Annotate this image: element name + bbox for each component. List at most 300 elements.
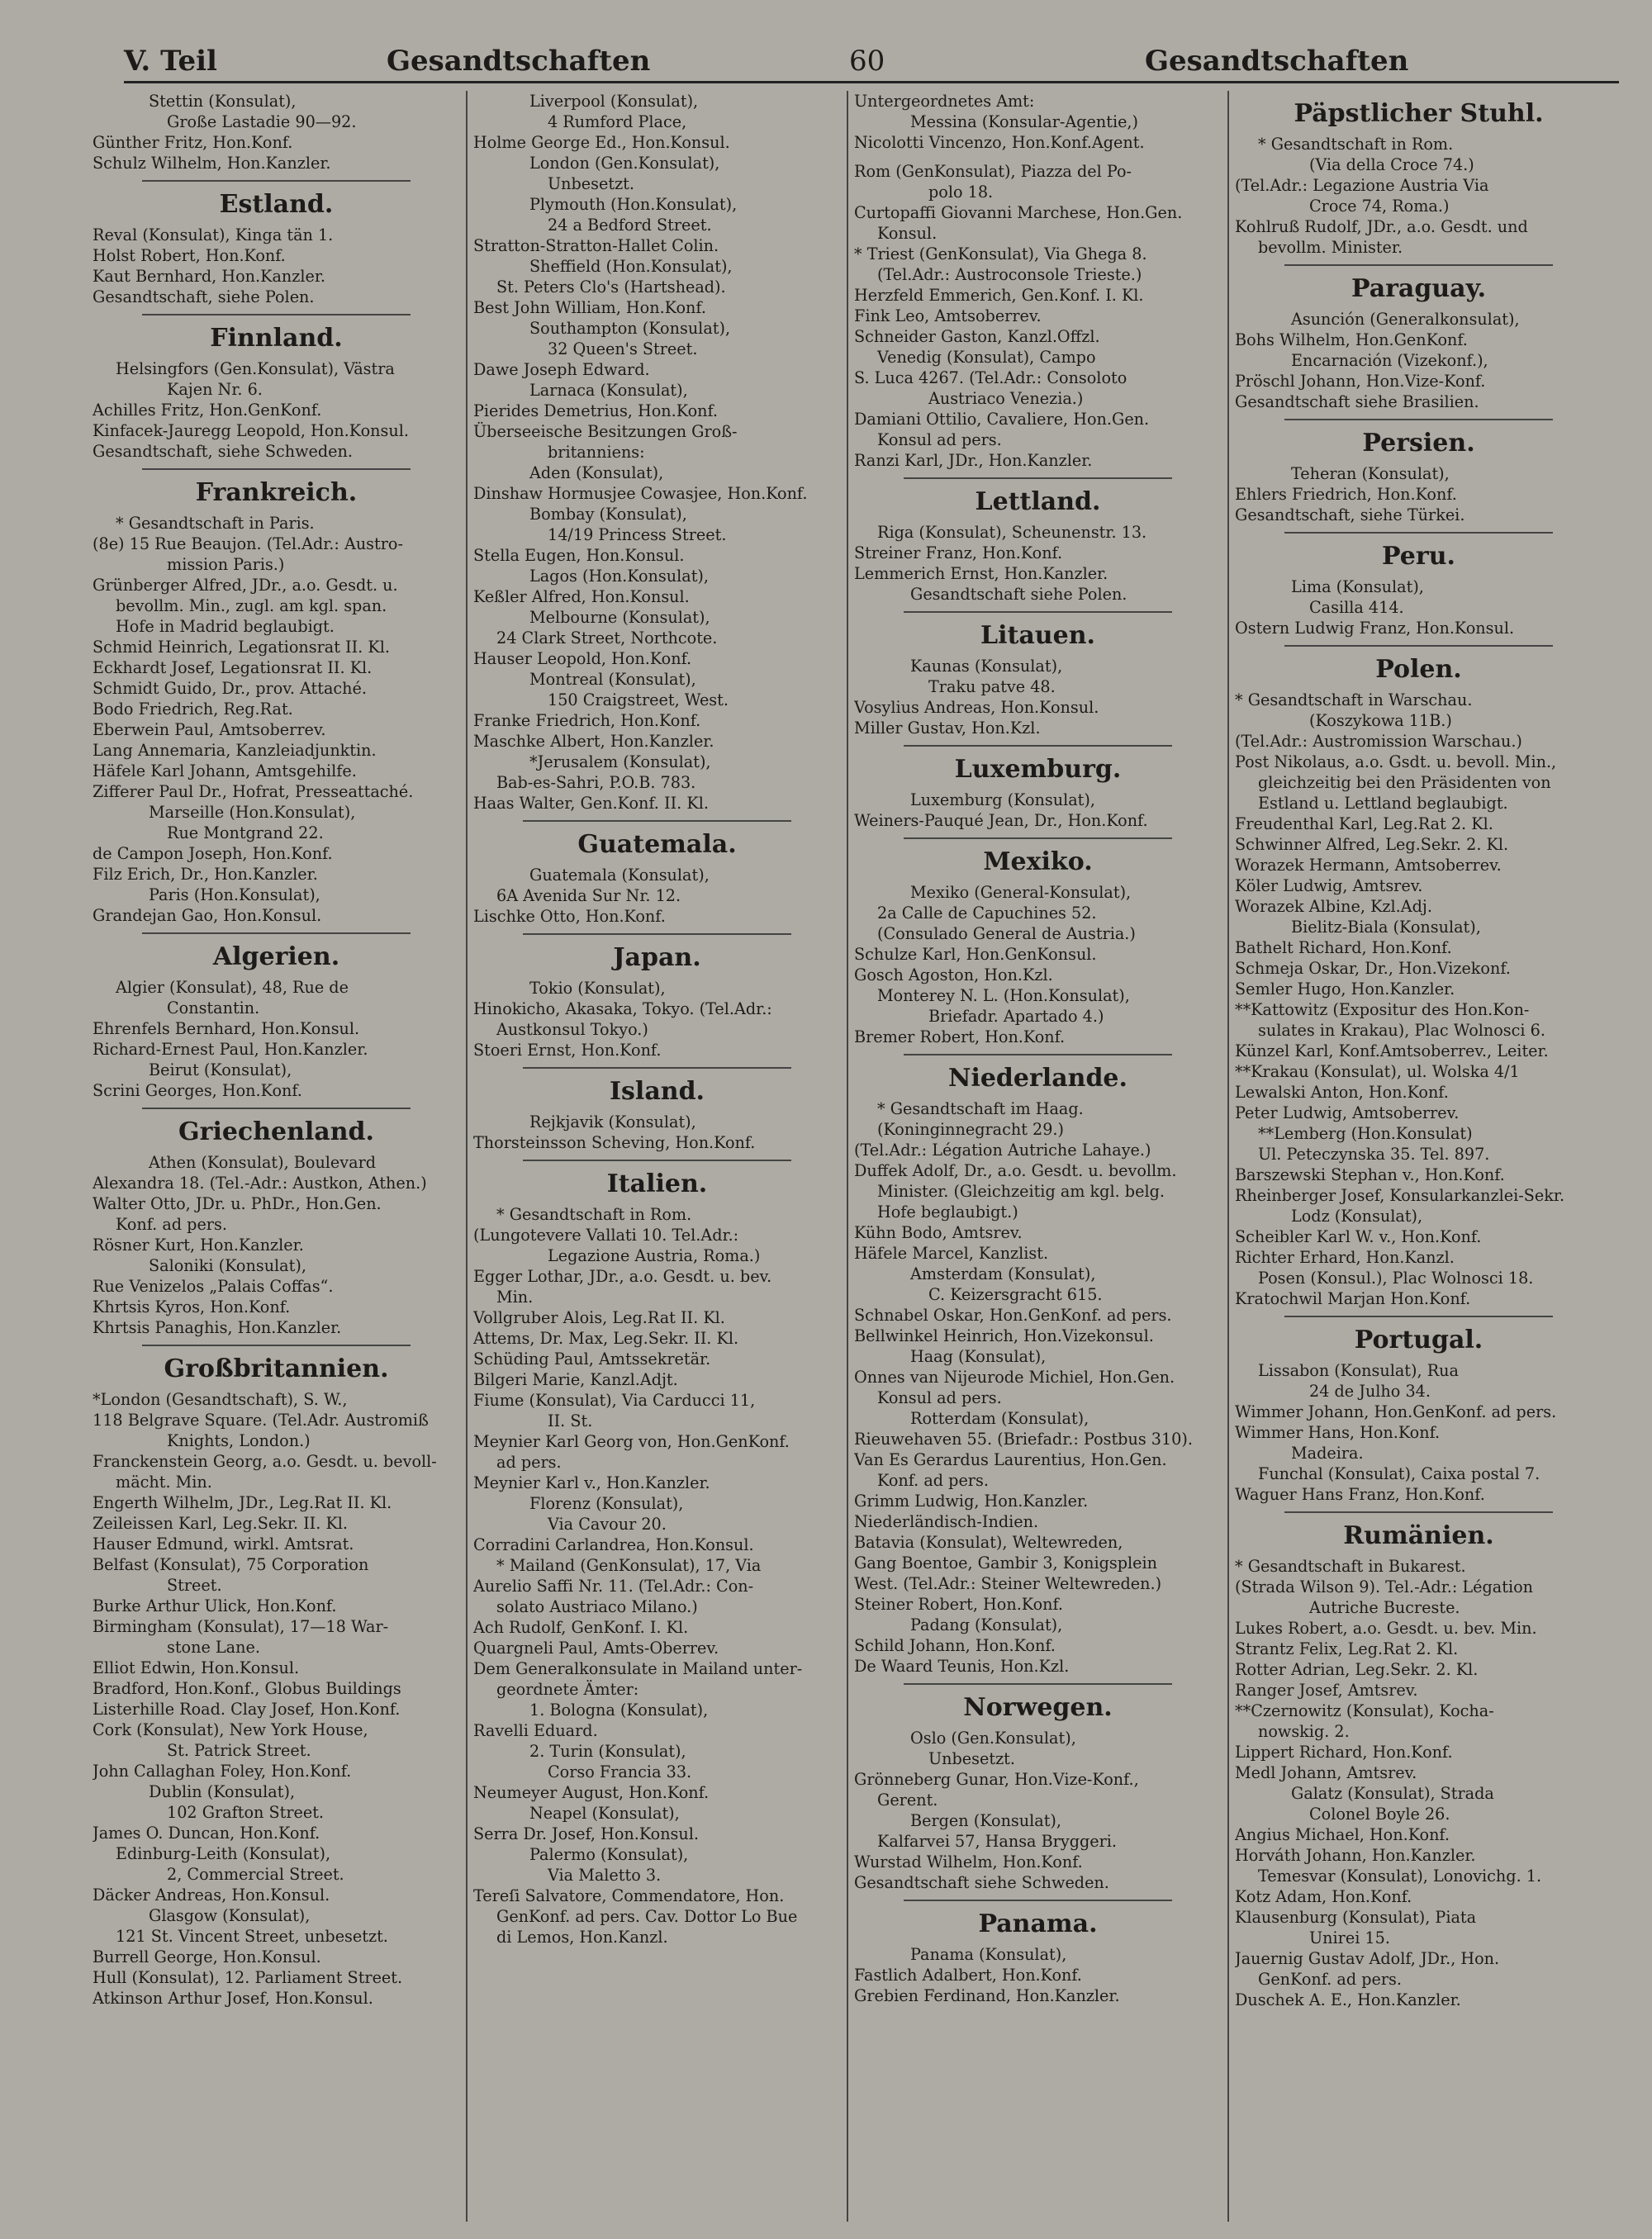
office-entry: Aden (Konsulat), [529, 463, 664, 482]
entry-line: Konf. ad pers. [877, 1471, 989, 1490]
entry-line: Bab-es-Sahri, P.O.B. 783. [496, 773, 696, 792]
entry-line: *London (Gesandtschaft), S. W., [93, 1390, 348, 1409]
entry-line: Hull (Konsulat), 12. Parliament Street. [93, 1968, 403, 1987]
entry-line: Gesandtschaft siehe Brasilien. [1235, 392, 1479, 411]
entry-line: (Tel.Adr.: Legazione Austria Via [1235, 176, 1489, 195]
country-heading: Niederlande. [948, 1064, 1127, 1093]
entry-line: (Via della Croce 74.) [1309, 155, 1474, 174]
entry-line: C. Keizersgracht 615. [928, 1285, 1103, 1304]
entry-line: Rieuwehaven 55. (Briefadr.: Postbus 310). [854, 1430, 1193, 1449]
running-title-left: Gesandtschaften [387, 45, 651, 78]
entry-line: Grünberger Alfred, JDr., a.o. Gesdt. u. [93, 576, 398, 595]
entry-line: Scrini Georges, Hon.Konf. [93, 1081, 302, 1100]
entry-line: Günther Fritz, Hon.Konf. [93, 133, 293, 152]
entry-line: Gang Boentoe, Gambir 3, Konigsplein [854, 1554, 1158, 1573]
entry-line: St. Patrick Street. [167, 1741, 311, 1760]
office-entry: Teheran (Konsulat), [1291, 464, 1450, 483]
country-heading: Luxemburg. [954, 755, 1122, 784]
entry-line: Horváth Johann, Hon.Kanzler. [1235, 1846, 1476, 1865]
office-entry: Lagos (Hon.Konsulat), [529, 567, 709, 586]
entry-line: Helsingfors (Gen.Konsulat), Västra [116, 359, 395, 378]
entry-line: Gerent. [877, 1791, 938, 1810]
entry-line: solato Austriaco Milano.) [496, 1597, 698, 1616]
entry-line: Kalfarvei 57, Hansa Bryggeri. [877, 1832, 1118, 1851]
entry-line: Ul. Peteczynska 35. Tel. 897. [1258, 1145, 1490, 1164]
entry-line: Eckhardt Josef, Legationsrat II. Kl. [93, 658, 373, 677]
entry-line: Wimmer Hans, Hon.Konf. [1235, 1423, 1441, 1442]
office-entry: Saloniki (Konsulat), [149, 1256, 306, 1275]
entry-line: Vosylius Andreas, Hon.Konsul. [854, 698, 1099, 717]
entry-line: Min. [496, 1288, 534, 1307]
entry-line: mission Paris.) [167, 555, 285, 574]
office-entry: Madeira. [1291, 1444, 1364, 1463]
entry-line: Unbesetzt. [928, 1749, 1015, 1768]
entry-line: Richter Erhard, Hon.Kanzl. [1235, 1248, 1455, 1267]
entry-line: Angius Michael, Hon.Konf. [1235, 1825, 1450, 1844]
entry-line: Kaut Bernhard, Hon.Kanzler. [93, 267, 326, 286]
entry-line: Wurstad Wilhelm, Hon.Konf. [854, 1852, 1083, 1871]
entry-line: Klausenburg (Konsulat), Piata [1235, 1908, 1477, 1927]
entry-line: Weiners-Pauqué Jean, Dr., Hon.Konf. [854, 811, 1148, 830]
entry-line: Waguer Hans Franz, Hon.Konf. [1235, 1485, 1485, 1504]
entry-line: Streiner Franz, Hon.Konf. [854, 543, 1063, 562]
entry-line: Dinshaw Hormusjee Cowasjee, Hon.Konf. [473, 484, 808, 503]
office-entry: Rejkjavik (Konsulat), [529, 1112, 696, 1131]
entry-line: Meynier Karl Georg von, Hon.GenKonf. [473, 1432, 790, 1451]
office-entry: Marseille (Hon.Konsulat), [149, 803, 356, 822]
country-heading: Paraguay. [1351, 274, 1487, 303]
entry-line: Grandejan Gao, Hon.Konsul. [93, 906, 322, 925]
office-entry: Gesandtschaft siehe Polen. [910, 585, 1127, 604]
office-entry: Southampton (Konsulat), [529, 319, 731, 338]
entry-line: Bradford, Hon.Konf., Globus Buildings [93, 1679, 401, 1698]
entry-line: Holme George Ed., Hon.Konsul. [473, 133, 730, 152]
entry-line: * Gesandtschaft in Warschau. [1235, 690, 1473, 709]
column-rule [847, 91, 848, 2222]
entry-line: Pröschl Johann, Hon.Vize-Konf. [1235, 372, 1486, 391]
running-title-right: Gesandtschaften [1145, 45, 1409, 78]
entry-line: Herzfeld Emmerich, Gen.Konf. I. Kl. [854, 286, 1144, 305]
text-column-3 [854, 91, 1222, 2222]
entry-line: Austriaco Venezia.) [928, 389, 1084, 408]
entry-line: Constantin. [167, 999, 260, 1018]
entry-line: Konf. ad pers. [116, 1215, 227, 1234]
entry-line: Schmidt Guido, Dr., prov. Attaché. [93, 679, 367, 698]
entry-line: Köler Ludwig, Amtsrev. [1235, 876, 1423, 895]
entry-line: Schneider Gaston, Kanzl.Offzl. [854, 327, 1100, 346]
entry-line: Attems, Dr. Max, Leg.Sekr. II. Kl. [473, 1329, 739, 1348]
section-divider [1284, 264, 1553, 266]
entry-line: Batavia (Konsulat), Weltewreden, [854, 1533, 1123, 1552]
entry-line: Bremer Robert, Hon.Konf. [854, 1027, 1066, 1046]
column-rule [466, 91, 468, 2222]
entry-line: 118 Belgrave Square. (Tel.Adr. Austromiß [93, 1411, 429, 1430]
entry-line: Schüding Paul, Amtssekretär. [473, 1350, 711, 1369]
entry-line: Listerhille Road. Clay Josef, Hon.Konf. [93, 1700, 401, 1719]
entry-line: * Gesandtschaft in Rom. [1258, 135, 1454, 154]
entry-line: Achilles Fritz, Hon.GenKonf. [93, 401, 322, 420]
entry-line: Untergeordnetes Amt: [854, 92, 1035, 111]
entry-line: Konsul ad pers. [877, 1388, 1002, 1407]
entry-line: (Tel.Adr.: Austroconsole Trieste.) [877, 265, 1142, 284]
entry-line: **Krakau (Konsulat), ul. Wolska 4/1 [1235, 1062, 1520, 1081]
entry-line: Hofe in Madrid beglaubigt. [116, 617, 335, 636]
entry-line: Lischke Otto, Hon.Konf. [473, 907, 666, 926]
section-divider [904, 477, 1172, 479]
country-heading: Mexiko. [983, 847, 1093, 876]
country-heading: Lettland. [975, 487, 1101, 516]
entry-line: Wimmer Johann, Hon.GenKonf. ad pers. [1235, 1402, 1557, 1421]
entry-line: Khrtsis Kyros, Hon.Konf. [93, 1297, 291, 1316]
country-heading: Peru. [1382, 542, 1455, 571]
entry-line: Bathelt Richard, Hon.Konf. [1235, 938, 1452, 957]
office-entry: Bielitz-Biala (Konsulat), [1291, 918, 1481, 937]
entry-line: Dem Generalkonsulate in Mailand unter- [473, 1659, 803, 1678]
entry-line: Curtopaffi Giovanni Marchese, Hon.Gen. [854, 203, 1183, 222]
entry-line: Überseeische Besitzungen Groß- [473, 422, 738, 441]
entry-line: Minister. (Gleichzeitig am kgl. belg. [877, 1182, 1165, 1201]
office-entry: Neapel (Konsulat), [529, 1804, 680, 1823]
country-heading: Italien. [606, 1169, 708, 1198]
entry-line: Lang Annemaria, Kanzleiadjunktin. [93, 741, 377, 760]
entry-line: Miller Gustav, Hon.Kzl. [854, 719, 1041, 738]
section-divider [142, 1345, 411, 1346]
entry-line: Worazek Hermann, Amtsoberrev. [1235, 856, 1502, 875]
entry-line: Traku patve 48. [928, 677, 1056, 696]
entry-line: Gesandtschaft, siehe Polen. [93, 287, 315, 306]
section-divider [142, 468, 411, 470]
entry-line: Maschke Albert, Hon.Kanzler. [473, 732, 714, 751]
office-entry: Stettin (Konsulat), [149, 92, 297, 111]
entry-line: Estland u. Lettland beglaubigt. [1258, 794, 1508, 813]
entry-line: * Gesandtschaft im Haag. [877, 1099, 1084, 1118]
entry-line: Post Nikolaus, a.o. Gsdt. u. bevoll. Min., [1235, 752, 1557, 771]
office-entry: Kaunas (Konsulat), [910, 657, 1063, 676]
country-heading: Guatemala. [577, 830, 737, 859]
section-divider [904, 611, 1172, 613]
entry-line: Schulz Wilhelm, Hon.Kanzler. [93, 154, 331, 173]
page-number: 60 [849, 45, 885, 78]
part-label: V. Teil [124, 45, 217, 78]
country-heading: Algerien. [212, 942, 340, 971]
office-entry: Glasgow (Konsulat), [149, 1906, 311, 1925]
entry-line: Lemmerich Ernst, Hon.Kanzler. [854, 564, 1108, 583]
entry-line: Edinburg-Leith (Konsulat), [116, 1844, 331, 1863]
entry-line: Franke Friedrich, Hon.Konf. [473, 711, 701, 730]
country-heading: Litauen. [980, 621, 1095, 650]
entry-line: Worazek Albine, Kzl.Adj. [1235, 897, 1432, 916]
entry-line: 121 St. Vincent Street, unbesetzt. [116, 1927, 388, 1946]
entry-line: Walter Otto, JDr. u. PhDr., Hon.Gen. [93, 1194, 382, 1213]
entry-line: Ravelli Eduard. [473, 1721, 598, 1740]
entry-line: Neumeyer August, Hon.Konf. [473, 1783, 710, 1802]
entry-line: Gesandtschaft, siehe Schweden. [93, 442, 353, 461]
section-divider [1284, 419, 1553, 420]
entry-line: Rue Venizelos „Palais Coffas“. [93, 1277, 334, 1296]
section-divider [1284, 532, 1553, 534]
entry-line: Filz Erich, Dr., Hon.Kanzler. [93, 865, 318, 884]
office-entry: Tokio (Konsulat), [529, 979, 666, 998]
entry-line: (Koszykowa 11B.) [1309, 711, 1452, 730]
entry-line: Lewalski Anton, Hon.Konf. [1235, 1083, 1449, 1102]
office-entry: Beirut (Konsulat), [149, 1060, 292, 1079]
entry-line: Scheibler Karl W. v., Hon.Konf. [1235, 1227, 1482, 1246]
section-divider [523, 1067, 791, 1069]
office-entry: Encarnación (Vizekonf.), [1291, 351, 1488, 370]
section-divider [904, 837, 1172, 839]
entry-line: Onnes van Nijeurode Michiel, Hon.Gen. [854, 1368, 1175, 1387]
entry-line: Riga (Konsulat), Scheunenstr. 13. [877, 523, 1147, 542]
entry-line: 6A Avenida Sur Nr. 12. [496, 886, 681, 905]
entry-line: 102 Grafton Street. [167, 1803, 325, 1822]
office-entry: Lodz (Konsulat), [1291, 1207, 1423, 1226]
entry-line: Colonel Boyle 26. [1309, 1805, 1450, 1824]
entry-line: Fink Leo, Amtsoberrev. [854, 306, 1042, 325]
entry-line: (Lungotevere Vallati 10. Tel.Adr.: [473, 1226, 739, 1245]
office-entry: Guatemala (Konsulat), [529, 866, 710, 885]
country-heading: Finnland. [210, 324, 343, 353]
entry-line: Rösner Kurt, Hon.Kanzler. [93, 1236, 304, 1255]
entry-line: 24 de Julho 34. [1309, 1382, 1431, 1401]
entry-line: Autriche Bucreste. [1309, 1598, 1460, 1617]
entry-line: de Campon Joseph, Hon.Konf. [93, 844, 333, 863]
entry-line: Häfele Marcel, Kanzlist. [854, 1244, 1049, 1263]
entry-line: Algier (Konsulat), 48, Rue de [116, 978, 349, 997]
entry-line: Casilla 414. [1309, 598, 1404, 617]
entry-line: Unbesetzt. [548, 174, 634, 193]
entry-line: (Strada Wilson 9). Tel.-Adr.: Légation [1235, 1577, 1533, 1596]
section-divider [523, 1160, 791, 1161]
entry-line: De Waard Teunis, Hon.Kzl. [854, 1657, 1070, 1676]
office-entry: London (Gen.Konsulat), [529, 154, 720, 173]
entry-line: 32 Queen's Street. [548, 339, 698, 358]
entry-line: Lippert Richard, Hon.Konf. [1235, 1743, 1453, 1762]
entry-line: * Mailand (GenKonsulat), 17, Via [496, 1556, 762, 1575]
entry-line: St. Peters Clo's (Hartshead). [496, 278, 726, 296]
office-entry: Padang (Konsulat), [910, 1615, 1063, 1634]
entry-line: 24 a Bedford Street. [548, 216, 712, 235]
entry-line: * Gesandtschaft in Bukarest. [1235, 1557, 1466, 1576]
entry-line: Fastlich Adalbert, Hon.Konf. [854, 1966, 1082, 1985]
entry-line: Damiani Ottilio, Cavaliere, Hon.Gen. [854, 410, 1150, 429]
entry-line: * Triest (GenKonsulat), Via Ghega 8. [854, 244, 1147, 263]
entry-line: Freudenthal Karl, Leg.Rat 2. Kl. [1235, 814, 1493, 833]
section-divider [142, 180, 411, 182]
office-entry: Plymouth (Hon.Konsulat), [529, 195, 738, 214]
entry-line: Burke Arthur Ulick, Hon.Konf. [93, 1596, 337, 1615]
section-divider [142, 932, 411, 934]
entry-line: Schulze Karl, Hon.GenKonsul. [854, 945, 1097, 964]
entry-line: ad pers. [496, 1453, 562, 1472]
entry-line: Gesandtschaft, siehe Türkei. [1235, 505, 1465, 524]
entry-line: geordnete Ämter: [496, 1680, 639, 1699]
entry-line: Venedig (Konsulat), Campo [877, 348, 1096, 367]
office-entry: Florenz (Konsulat), [529, 1494, 684, 1513]
entry-line: John Callaghan Foley, Hon.Konf. [93, 1762, 352, 1781]
entry-line: **Czernowitz (Konsulat), Kocha- [1235, 1701, 1494, 1720]
entry-line: Alexandra 18. (Tel.-Adr.: Austkon, Athen.) [93, 1174, 427, 1193]
entry-line: Ranzi Karl, JDr., Hon.Kanzler. [854, 451, 1093, 470]
entry-line: Medl Johann, Amtsrev. [1235, 1763, 1417, 1782]
entry-line: * Gesandtschaft in Paris. [116, 514, 315, 533]
entry-line: Grimm Ludwig, Hon.Kanzler. [854, 1492, 1089, 1511]
entry-line: (Koninginnegracht 29.) [877, 1120, 1065, 1139]
entry-line: Hofe beglaubigt.) [877, 1203, 1018, 1221]
entry-line: britanniens: [548, 443, 645, 462]
entry-line: Thorsteinsson Scheving, Hon.Konf. [473, 1133, 756, 1152]
entry-line: Reval (Konsulat), Kinga tän 1. [93, 225, 334, 244]
section-divider [904, 1054, 1172, 1055]
entry-line: Ehrenfels Bernhard, Hon.Konsul. [93, 1019, 360, 1038]
entry-line: Gosch Agoston, Hon.Kzl. [854, 965, 1053, 984]
entry-line: Hauser Edmund, wirkl. Amtsrat. [93, 1535, 354, 1554]
entry-line: stone Lane. [167, 1638, 260, 1657]
section-divider [1284, 645, 1553, 647]
entry-line: James O. Duncan, Hon.Konf. [93, 1824, 320, 1843]
entry-line: Stella Eugen, Hon.Konsul. [473, 546, 685, 565]
entry-line: Zifferer Paul Dr., Hofrat, Presseattaché. [93, 782, 414, 801]
entry-line: Briefadr. Apartado 4.) [928, 1007, 1104, 1026]
entry-line: Rue Montgrand 22. [167, 823, 324, 842]
office-entry: Liverpool (Konsulat), [529, 92, 699, 111]
entry-line: Quargneli Paul, Amts-Oberrev. [473, 1639, 719, 1658]
country-heading: Panama. [978, 1909, 1098, 1938]
entry-line: Belfast (Konsulat), 75 Corporation [93, 1555, 369, 1574]
country-heading: Norwegen. [963, 1693, 1113, 1722]
entry-line: Temesvar (Konsulat), Lonovichg. 1. [1258, 1867, 1542, 1886]
entry-line: Kühn Bodo, Amtsrev. [854, 1223, 1023, 1242]
entry-line: Eberwein Paul, Amtsoberrev. [93, 720, 326, 739]
entry-line: GenKonf. ad pers. Cav. Dottor Lo Bue [496, 1907, 798, 1926]
entry-line: Kohlruß Rudolf, JDr., a.o. Gesdt. und [1235, 217, 1528, 236]
entry-line: Schild Johann, Hon.Konf. [854, 1636, 1056, 1655]
entry-line: Fiume (Konsulat), Via Carducci 11, [473, 1391, 756, 1410]
entry-line: bevollm. Minister. [1258, 238, 1403, 257]
office-entry: Haag (Konsulat), [910, 1347, 1047, 1366]
entry-line: di Lemos, Hon.Kanzl. [496, 1928, 668, 1947]
entry-line: Bohs Wilhelm, Hon.GenKonf. [1235, 330, 1468, 349]
country-heading: Päpstlicher Stuhl. [1294, 99, 1544, 128]
entry-line: Posen (Konsul.), Plac Wolnosci 18. [1258, 1269, 1534, 1288]
entry-line: Semler Hugo, Hon.Kanzler. [1235, 980, 1455, 999]
country-heading: Portugal. [1354, 1326, 1483, 1354]
entry-line: Große Lastadie 90—92. [167, 112, 357, 131]
entry-line: (Consulado General de Austria.) [877, 924, 1136, 943]
entry-line: Meynier Karl v., Hon.Kanzler. [473, 1473, 710, 1492]
country-heading: Großbritannien. [164, 1354, 389, 1383]
entry-line: GenKonf. ad pers. [1258, 1970, 1402, 1989]
entry-line: Ranger Josef, Amtsrev. [1235, 1681, 1418, 1700]
text-column-2 [473, 91, 841, 2222]
entry-line: Schmeja Oskar, Dr., Hon.Vizekonf. [1235, 959, 1511, 978]
entry-line: Strantz Felix, Leg.Rat 2. Kl. [1235, 1639, 1459, 1658]
entry-line: Lissabon (Konsulat), Rua [1258, 1361, 1459, 1380]
country-heading: Frankreich. [195, 478, 358, 507]
entry-line: Best John William, Hon.Konf. [473, 298, 706, 317]
entry-line: Grebien Ferdinand, Hon.Kanzler. [854, 1986, 1120, 2005]
country-heading: Island. [610, 1077, 705, 1106]
office-entry: Galatz (Konsulat), Strada [1291, 1784, 1494, 1803]
entry-line: Elliot Edwin, Hon.Konsul. [93, 1658, 300, 1677]
entry-line: Peter Ludwig, Amtsoberrev. [1235, 1103, 1460, 1122]
entry-line: mächt. Min. [116, 1473, 212, 1492]
office-entry: Athen (Konsulat), Boulevard [149, 1153, 377, 1172]
entry-line: Däcker Andreas, Hon.Konsul. [93, 1886, 330, 1905]
entry-line: Vollgruber Alois, Leg.Rat II. Kl. [473, 1308, 725, 1327]
section-divider [1284, 1316, 1553, 1317]
entry-line: Steiner Robert, Hon.Konf. [854, 1595, 1064, 1614]
entry-line: Street. [167, 1576, 222, 1595]
entry-line: II. St. [548, 1411, 593, 1430]
entry-line: Keßler Alfred, Hon.Konsul. [473, 587, 690, 606]
entry-line: Kratochwil Marjan Hon.Konf. [1235, 1289, 1471, 1308]
section-divider [142, 1108, 411, 1109]
office-entry: Asunción (Generalkonsulat), [1291, 310, 1520, 329]
entry-line: Konsul. [877, 224, 938, 243]
entry-line: Legazione Austria, Roma.) [548, 1246, 761, 1265]
entry-line: Khrtsis Panaghis, Hon.Kanzler. [93, 1318, 342, 1337]
entry-line: nowskig. 2. [1258, 1722, 1350, 1741]
entry-line: 14/19 Princess Street. [548, 525, 727, 544]
entry-line: Austkonsul Tokyo.) [496, 1020, 648, 1039]
office-entry: Lima (Konsulat), [1291, 577, 1424, 596]
entry-line: sulates in Krakau), Plac Wolnosci 6. [1258, 1021, 1545, 1040]
entry-line: Kajen Nr. 6. [167, 380, 263, 399]
entry-line: Kinfacek-Jauregg Leopold, Hon.Konsul. [93, 421, 409, 440]
office-entry: Melbourne (Konsulat), [529, 608, 710, 627]
entry-line: Bellwinkel Heinrich, Hon.Vizekonsul. [854, 1326, 1154, 1345]
entry-line: Ostern Ludwig Franz, Hon.Konsul. [1235, 619, 1515, 638]
page-header [124, 40, 1619, 83]
section-divider [904, 1683, 1172, 1685]
section-divider [904, 1900, 1172, 1901]
entry-line: Bodo Friedrich, Reg.Rat. [93, 700, 293, 719]
office-entry: Panama (Konsulat), [910, 1945, 1067, 1964]
office-entry: Montreal (Konsulat), [529, 670, 696, 689]
entry-line: S. Luca 4267. (Tel.Adr.: Consoloto [854, 368, 1127, 387]
text-column-4 [1235, 91, 1602, 2222]
entry-line: Tereſi Salvatore, Commendatore, Hon. [473, 1886, 785, 1905]
entry-line: Stoeri Ernst, Hon.Konf. [473, 1041, 662, 1060]
entry-line: Schmid Heinrich, Legationsrat II. Kl. [93, 638, 390, 657]
entry-line: Birmingham (Konsulat), 17—18 War- [93, 1617, 389, 1636]
column-rule [1227, 91, 1229, 2222]
entry-line: Jauernig Gustav Adolf, JDr., Hon. [1235, 1949, 1500, 1968]
office-entry: Amsterdam (Konsulat), [910, 1264, 1096, 1283]
section-divider [142, 314, 411, 315]
entry-line: 2, Commercial Street. [167, 1865, 344, 1884]
entry-line: West. (Tel.Adr.: Steiner Weltewreden.) [854, 1574, 1162, 1593]
entry-line: Serra Dr. Josef, Hon.Konsul. [473, 1824, 699, 1843]
entry-line: Cork (Konsulat), New York House, [93, 1720, 368, 1739]
entry-line: Duffek Adolf, Dr., a.o. Gesdt. u. bevollm. [854, 1161, 1177, 1180]
office-entry: Palermo (Konsulat), [529, 1845, 689, 1864]
entry-line: 4 Rumford Place, [548, 112, 687, 131]
entry-line: (8e) 15 Rue Beaujon. (Tel.Adr.: Austro- [93, 534, 403, 553]
office-entry: *Jerusalem (Konsulat), [529, 752, 711, 771]
entry-line: Konsul ad pers. [877, 430, 1002, 449]
office-entry: 2. Turin (Konsulat), [529, 1742, 686, 1761]
entry-line: Via Maletto 3. [548, 1866, 662, 1885]
country-heading: Estland. [219, 190, 334, 219]
entry-line: Gesandtschaft siehe Schweden. [854, 1873, 1109, 1892]
entry-line: Barszewski Stephan v., Hon.Konf. [1235, 1165, 1505, 1184]
country-heading: Japan. [613, 943, 701, 972]
section-divider [523, 933, 791, 935]
entry-line: **Lemberg (Hon.Konsulat) [1258, 1124, 1473, 1143]
entry-line: Stratton-Stratton-Hallet Colin. [473, 236, 719, 255]
entry-line: Unirei 15. [1309, 1928, 1390, 1947]
